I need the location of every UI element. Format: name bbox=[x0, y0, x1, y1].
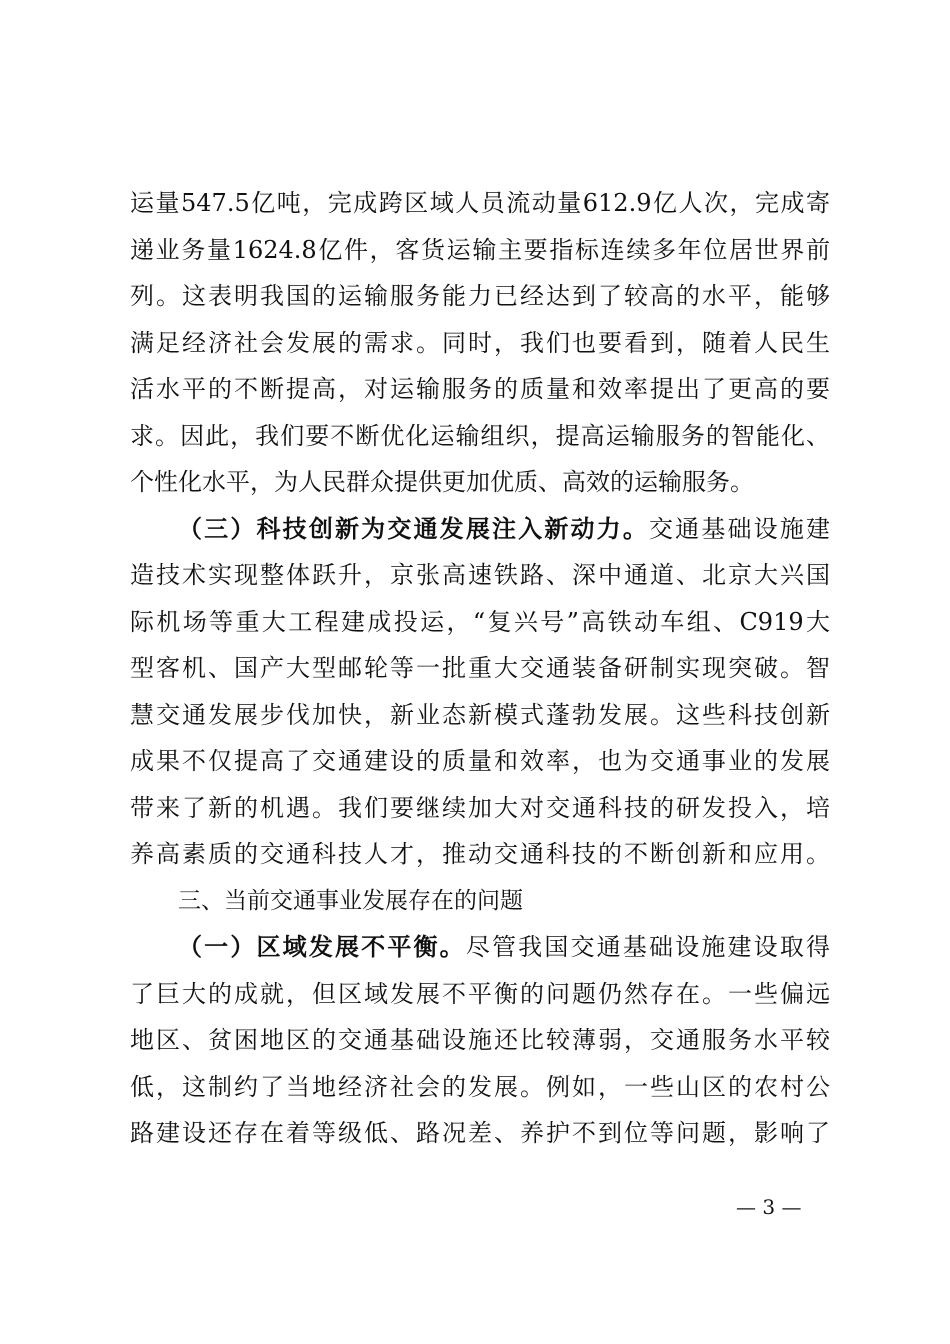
text-line: 型客机、国产大型邮轮等一批重大交通装备研制实现突破。智 bbox=[130, 654, 830, 682]
text-line: 求。因此，我们要不断优化运输组织，提高运输服务的智能化、 bbox=[130, 421, 830, 450]
text-line: 活水平的不断提高，对运输服务的质量和效率提出了更高的要 bbox=[130, 375, 830, 403]
subheading-tech-innovation: （三）科技创新为交通发展注入新动力。 bbox=[178, 513, 649, 543]
text-line: 慧交通发展步伐加快，新业态新模式蓬勃发展。这些科技创新 bbox=[130, 700, 830, 729]
paragraph-text: 尽管我国交通基础设施建设取得 bbox=[465, 933, 831, 961]
page-number: — 3 — bbox=[736, 1195, 802, 1219]
text-line: 递业务量1624.8亿件，客货运输主要指标连续多年位居世界前 bbox=[130, 235, 830, 264]
subheading-regional-imbalance: （一）区域发展不平衡。 bbox=[178, 932, 466, 961]
text-line: 列。这表明我国的运输服务能力已经达到了较高的水平，能够 bbox=[130, 282, 830, 310]
text-line: 养高素质的交通科技人才，推动交通科技的不断创新和应用。 bbox=[130, 840, 830, 868]
text-line: 造技术实现整体跃升，京张高速铁路、深中通道、北京大兴国 bbox=[130, 561, 830, 589]
text-line: 路建设还存在着等级低、路况差、养护不到位等问题，影响了 bbox=[130, 1119, 830, 1147]
text-line: 满足经济社会发展的需求。同时，我们也要看到，随着人民生 bbox=[130, 328, 830, 357]
paragraph-first-line bbox=[130, 924, 830, 971]
text-line: 低，这制约了当地经济社会的发展。例如，一些山区的农村公 bbox=[130, 1072, 830, 1101]
section-heading: 三、当前交通事业发展存在的问题 bbox=[178, 887, 523, 914]
text-line: 个性化水平，为人民群众提供更加优质、高效的运输服务。 bbox=[130, 468, 754, 496]
text-line: 了巨大的成就，但区域发展不平衡的问题仍然存在。一些偏远 bbox=[130, 979, 830, 1008]
paragraph-text: 交通基础设施建 bbox=[649, 514, 830, 543]
text-line: 地区、贫困地区的交通基础设施还比较薄弱，交通服务水平较 bbox=[130, 1026, 830, 1054]
body-text bbox=[130, 180, 830, 1157]
paragraph-first-line bbox=[130, 506, 830, 553]
text-line: 际机场等重大工程建成投运，“复兴号”高铁动车组、C919大 bbox=[130, 607, 830, 636]
text-line: 成果不仅提高了交通建设的质量和效率，也为交通事业的发展 bbox=[130, 747, 830, 775]
text-line: 带来了新的机遇。我们要继续加大对交通科技的研发投入，培 bbox=[130, 793, 830, 822]
text-line: 运量547.5亿吨，完成跨区域人员流动量612.9亿人次，完成寄 bbox=[130, 189, 830, 217]
